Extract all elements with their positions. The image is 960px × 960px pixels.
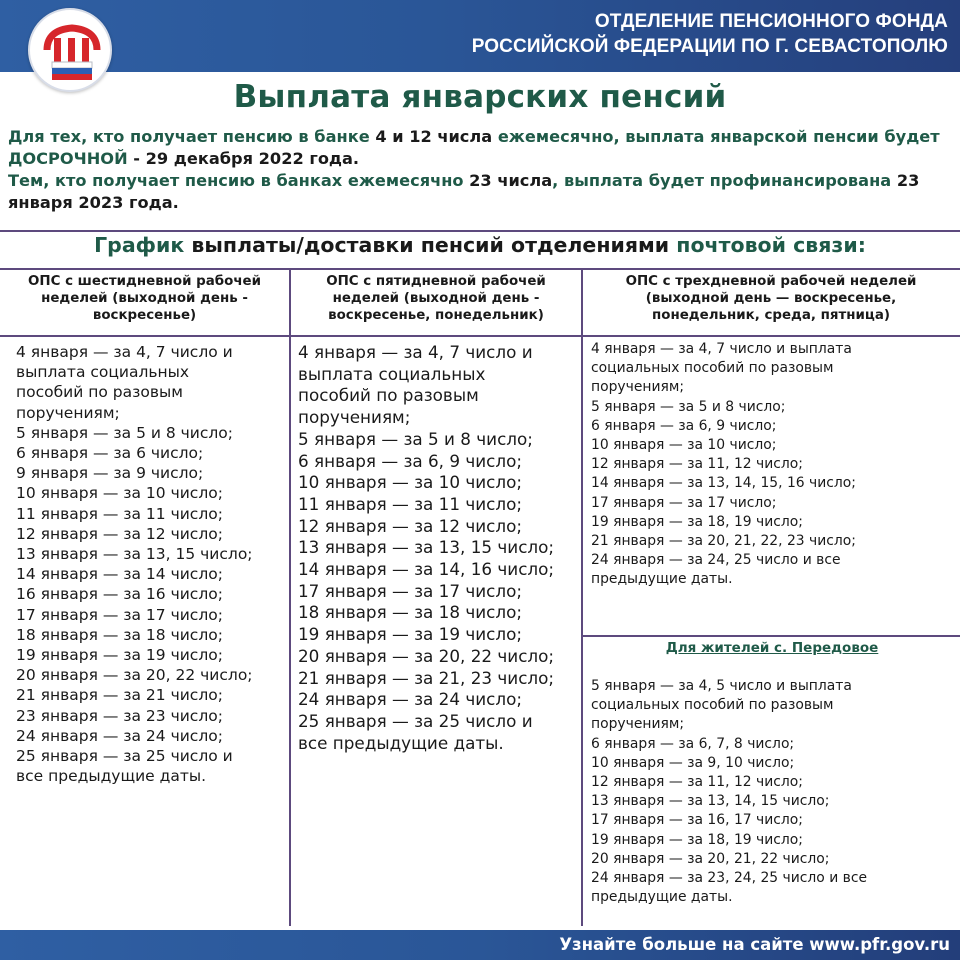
schedule-line: 9 января — за 9 число;: [16, 464, 204, 483]
column-header-line: ОПС с пятидневной рабочей: [326, 274, 546, 289]
schedule-line: 18 января — за 18 число;: [16, 625, 223, 644]
intro-p1-f: 29 декабря 2022 года.: [145, 149, 360, 168]
schedule-title: [0, 233, 960, 257]
schedule-line: 25 января — за 25 число и: [16, 747, 233, 766]
organization-name-line-2: РОССИЙСКОЙ ФЕДЕРАЦИИ ПО Г. СЕВАСТОПОЛЮ: [471, 36, 948, 57]
table-column-divider-1: [289, 268, 291, 926]
schedule-line: 6 января — за 6, 9 число;: [591, 417, 777, 434]
schedule-line: все предыдущие даты.: [298, 732, 504, 753]
schedule-line: 13 января — за 13, 15 число;: [16, 545, 253, 564]
schedule-line: 4 января — за 4, 7 число и: [298, 342, 533, 362]
intro-p2-d: 23 января 2023 года.: [8, 171, 920, 212]
table-column-divider-2: [581, 268, 583, 926]
column-header-five-day: [292, 273, 580, 324]
intro-p1-c: ежемесячно, выплата январской пенсии будет: [492, 127, 940, 146]
schedule-line: 5 января — за 5 и 8 число;: [298, 428, 533, 449]
column-body-five-day: [298, 342, 578, 754]
intro-text: [8, 126, 956, 214]
schedule-line: 5 января — за 5 и 8 число;: [591, 398, 786, 415]
table-subsection-rule: [581, 635, 960, 637]
schedule-line: 10 января — за 10 число;: [16, 484, 223, 503]
schedule-line: 19 января — за 19 число;: [298, 624, 523, 645]
schedule-line: поручениям;: [298, 407, 411, 428]
table-top-rule: [0, 230, 960, 232]
schedule-line: 14 января — за 13, 14, 15, 16 число;: [591, 475, 856, 492]
column-body-six-day: [16, 342, 286, 786]
column-header-line: (выходной день — воскресенье,: [645, 291, 897, 306]
schedule-line: поручениям;: [16, 403, 120, 422]
schedule-line: 21 января — за 21, 23 число;: [298, 667, 555, 688]
column-header-line: воскресенье, понедельник): [328, 308, 544, 323]
schedule-line: предыдущие даты.: [591, 571, 733, 588]
schedule-line: 14 января — за 14 число;: [16, 565, 223, 584]
schedule-line: все предыдущие даты.: [16, 767, 207, 786]
header-banner: [0, 0, 960, 72]
schedule-line: 12 января — за 12 число;: [298, 515, 523, 536]
schedule-line: 19 января — за 18, 19 число;: [591, 831, 803, 848]
schedule-line: поручениям;: [591, 379, 684, 396]
schedule-line: 24 января — за 24 число;: [16, 726, 223, 745]
organization-name: [472, 9, 948, 59]
schedule-line: 4 января — за 4, 7 число и: [16, 343, 233, 361]
schedule-line: поручениям;: [591, 716, 684, 733]
intro-p1-a: Для тех, кто получает пенсию в банке: [8, 127, 376, 146]
schedule-line: 14 января — за 14, 16 число;: [298, 559, 555, 580]
schedule-line: 20 января — за 20, 22 число;: [298, 645, 555, 666]
column-header-three-day: [584, 273, 958, 324]
schedule-line: выплата социальных: [298, 363, 486, 384]
column-header-line: понедельник, среда, пятница): [652, 308, 890, 323]
table-header-top-rule: [0, 268, 960, 270]
schedule-line: 21 января — за 20, 21, 22, 23 число;: [591, 533, 856, 550]
intro-p2-c: , выплата будет профинансирована: [552, 171, 897, 190]
schedule-line: выплата социальных: [16, 363, 190, 382]
schedule-line: 19 января — за 19 число;: [16, 646, 223, 665]
schedule-line: 18 января — за 18 число;: [298, 602, 523, 623]
column-header-line: неделей (выходной день -: [332, 291, 540, 306]
footer-banner: [0, 930, 960, 960]
schedule-line: 19 января — за 18, 19 число;: [591, 513, 803, 530]
schedule-line: 12 января — за 12 число;: [16, 524, 223, 543]
schedule-line: 20 января — за 20, 21, 22 число;: [591, 850, 830, 867]
schedule-line: 21 января — за 21 число;: [16, 686, 223, 705]
schedule-title-c: почтовой связи:: [676, 233, 866, 257]
column-header-line: воскресенье): [92, 308, 197, 323]
schedule-line: 4 января — за 4, 7 число и выплата: [591, 341, 852, 357]
column-header-six-day: [2, 273, 287, 324]
schedule-line: 13 января — за 13, 14, 15 число;: [591, 793, 830, 810]
schedule-line: 12 января — за 11, 12 число;: [591, 774, 803, 791]
table-header-bottom-rule: [0, 335, 960, 337]
schedule-line: социальных пособий по разовым: [591, 360, 834, 377]
schedule-line: 5 января — за 4, 5 число и выплата: [591, 678, 852, 694]
schedule-line: 11 января — за 11 число;: [16, 504, 223, 523]
intro-p1-b: 4 и 12 числа: [375, 127, 493, 146]
intro-p1-e: -: [127, 149, 146, 168]
page-title: Выплата январских пенсий: [233, 79, 727, 115]
schedule-line: 20 января — за 20, 22 число;: [16, 666, 253, 685]
schedule-line: 17 января — за 17 число;: [591, 494, 777, 511]
column-header-line: неделей (выходной день -: [41, 291, 248, 306]
schedule-line: 12 января — за 11, 12 число;: [591, 456, 803, 473]
schedule-line: 10 января — за 9, 10 число;: [591, 754, 795, 771]
organization-name-line-1: ОТДЕЛЕНИЕ ПЕНСИОННОГО ФОНДА: [594, 11, 948, 32]
schedule-line: 24 января — за 24 число;: [298, 689, 523, 710]
intro-p2-a: Тем, кто получает пенсию в банках ежемесячно: [8, 171, 470, 190]
schedule-line: 5 января — за 5 и 8 число;: [16, 423, 234, 442]
footer-website-link[interactable]: Узнайте больше на сайте www.pfr.gov.ru: [559, 935, 950, 954]
peredovoe-subheading: Для жителей с. Передовое: [665, 640, 879, 656]
schedule-line: 10 января — за 10 число;: [591, 437, 777, 454]
column-header-line: ОПС с шестидневной рабочей: [27, 274, 261, 289]
schedule-line: социальных пособий по разовым: [591, 697, 834, 714]
schedule-title-a: График: [94, 233, 192, 257]
peredovoe-schedule: [591, 677, 957, 907]
schedule-title-b: выплаты/доставки пенсий отделениями: [191, 233, 677, 257]
schedule-line: 6 января — за 6, 7, 8 число;: [591, 735, 795, 752]
schedule-line: пособий по разовым: [16, 383, 183, 402]
schedule-line: 17 января — за 16, 17 число;: [591, 812, 803, 829]
schedule-line: 17 января — за 17 число;: [16, 605, 223, 624]
schedule-line: 6 января — за 6, 9 число;: [298, 450, 523, 471]
intro-paragraph-1: [8, 126, 956, 170]
schedule-line: 24 января — за 24, 25 число и все: [591, 552, 841, 569]
schedule-line: 24 января — за 23, 24, 25 число и все: [591, 870, 868, 887]
schedule-line: предыдущие даты.: [591, 889, 733, 906]
schedule-line: пособий по разовым: [298, 385, 479, 406]
column-body-three-day: [591, 340, 957, 590]
column-header-line: ОПС с трехдневной рабочей неделей: [625, 274, 917, 289]
schedule-line: 13 января — за 13, 15 число;: [298, 537, 555, 558]
schedule-line: 17 января — за 17 число;: [298, 580, 523, 601]
intro-p1-d: ДОСРОЧНОЙ: [8, 149, 128, 168]
schedule-line: 6 января — за 6 число;: [16, 444, 204, 463]
intro-p2-b: 23 числа: [469, 171, 553, 190]
schedule-line: 11 января — за 11 число;: [298, 493, 523, 514]
schedule-line: 23 января — за 23 число;: [16, 706, 223, 725]
schedule-line: 10 января — за 10 число;: [298, 472, 523, 493]
schedule-line: 16 января — за 16 число;: [16, 585, 223, 604]
intro-paragraph-2: [8, 170, 956, 214]
schedule-line: 25 января — за 25 число и: [298, 710, 533, 731]
